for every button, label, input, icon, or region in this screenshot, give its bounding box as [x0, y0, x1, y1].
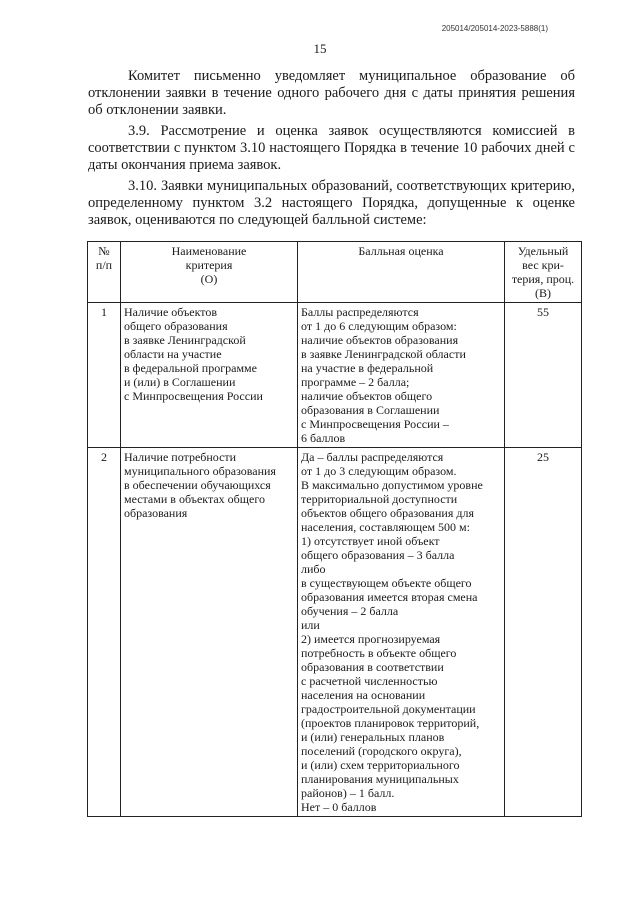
header-num: № п/п	[88, 242, 121, 303]
row-criterion-name: Наличие потребности муниципального образования в обеспечении обучающихся местами в объектах общего образования	[121, 448, 298, 817]
header-criterion-name: Наименование критерия (О)	[121, 242, 298, 303]
row-criterion-name: Наличие объектов общего образования в заявке Ленинградской области на участие в федеральной программе и (или) в Соглашении с Минпросвещения России	[121, 303, 298, 448]
row-num: 1	[88, 303, 121, 448]
page-number: 15	[313, 41, 327, 56]
row-score: Баллы распределяются от 1 до 6 следующим образом: наличие объектов образования в заявке Ленинградской области на участие в федеральной программе – 2 балла; наличие объектов общего образования в Соглашении с Минпросвещения России – 6 баллов	[298, 303, 505, 448]
document-number: 205014/205014-2023-5888(1)	[441, 24, 548, 33]
paragraph-rejection-notice: Комитет письменно уведомляет муниципальное образование об отклонении заявки в течение одного рабочего дня с даты принятия решения об отклонении заявки.	[88, 68, 575, 118]
header-score: Балльная оценка	[298, 242, 505, 303]
criteria-table	[87, 241, 582, 817]
table-row	[88, 448, 582, 817]
row-weight: 55	[505, 303, 582, 448]
row-weight: 25	[505, 448, 582, 817]
table-row	[88, 303, 582, 448]
header-weight: Удельный вес кри- терия, проц. (В)	[505, 242, 582, 303]
body-text	[88, 68, 575, 233]
paragraph-3-9: 3.9. Рассмотрение и оценка заявок осуществляются комиссией в соответствии с пунктом 3.10 настоящего Порядка в течение 10 рабочих дней с даты окончания приема заявок.	[88, 123, 575, 173]
paragraph-3-10: 3.10. Заявки муниципальных образований, соответствующих критерию, определенному пунктом 3.2 настоящего Порядка, допущенные к оценке заявок, оцениваются по следующей балльной системе:	[88, 178, 575, 228]
table-header-row	[88, 242, 582, 303]
row-num: 2	[88, 448, 121, 817]
row-score: Да – баллы распределяются от 1 до 3 следующим образом. В максимально допустимом уровне территориальной доступности объектов общего образования для населения, составляющем 500 м: 1) отсутствует иной объект общего образования – 3 балла либо в существующем объекте общего образования имеется вторая смена обучения – 2 балла или 2) имеется прогнозируемая потребность в объекте общего образования в соответствии с расчетной численностью населения на основании градостроительной документации (проектов планировок территорий, и (или) генеральных планов поселений (городского округа), и (или) схем территориального планирования муниципальных районов) – 1 балл. Нет – 0 баллов	[298, 448, 505, 817]
